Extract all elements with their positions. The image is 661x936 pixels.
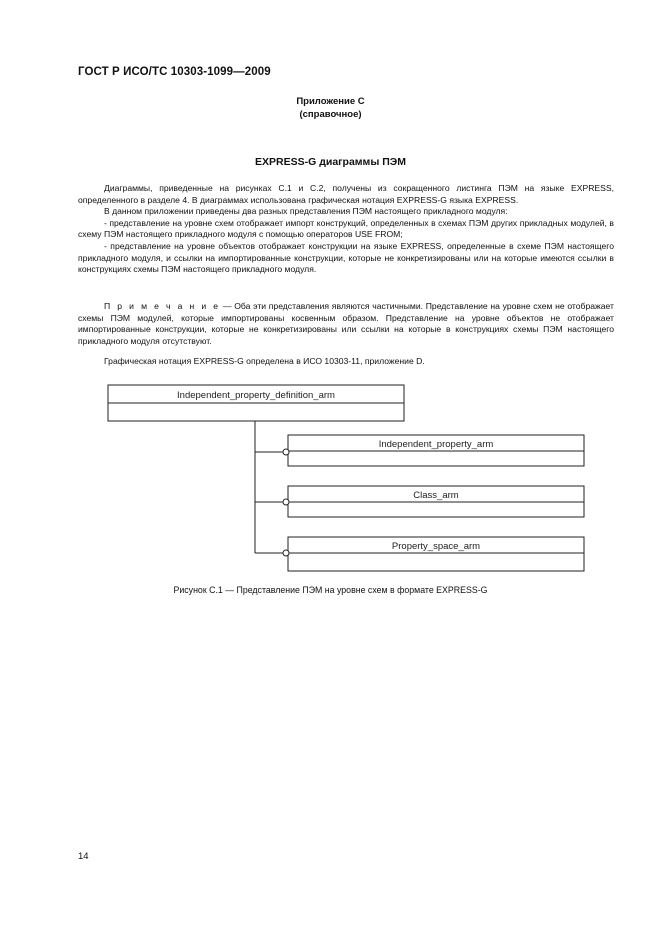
paragraph-2: В данном приложении приведены два разных представления ПЭМ настоящего прикладного модуля: — [104, 206, 508, 217]
page-number: 14 — [78, 851, 89, 862]
schema-label-3: Property_space_arm — [391, 541, 481, 552]
figure-caption: Рисунок С.1 — Представление ПЭМ на уровне схем в формате EXPRESS-G — [173, 585, 488, 595]
annex-title: Приложение С — [296, 96, 365, 107]
paragraph-1: Диаграммы, приведенные на рисунках С.1 и С.2, получены из сокращенного листинга ПЭМ на языке EXPRESS, определенного в разделе 4. В диаграммах использована графическая нотация EXPRESS-G языка EXPRESS. — [78, 183, 614, 205]
note-text: — Оба эти представления являются частичными. Представление на уровне схем не отображает схемы ПЭМ модулей, которые импортированы косвенным образом. Представление на уровне объектов не отображает импортированные конструкции, которые не конкретизированы или ссылки на которые в конструкциях схемы ПЭМ настоящего прикладного модуля отсутствуют. — [78, 301, 614, 346]
schema-box-2 — [283, 486, 584, 517]
note-label: П р и м е ч а н и е — [104, 301, 221, 311]
import-circle-icon — [283, 499, 289, 505]
paragraph-4: - представление на уровне объектов отображает конструкции на языке EXPRESS, определенные в схеме ПЭМ настоящего прикладного модуля, и ссылки на импортированные конструкции, которые не конкретизированы или на которые имеются ссылки в конструкциях схемы ПЭМ настоящего прикладного модуля. — [78, 240, 614, 275]
connector-lines — [255, 421, 284, 553]
schema-box-1 — [283, 435, 584, 466]
main-schema-label: Independent_property_definition_arm — [177, 390, 335, 401]
main-schema-box — [108, 385, 404, 421]
paragraph-5: Графическая нотация EXPRESS-G определена в ИСО 10303-11, приложение D. — [104, 356, 425, 366]
import-circle-icon — [283, 550, 289, 556]
schema-box-3 — [283, 537, 584, 571]
schema-label-2: Class_arm — [413, 490, 459, 501]
paragraph-3: - представление на уровне схем отображает импорт конструкций, определенных в схемах ПЭМ других прикладных модулей, в схему ПЭМ настоящего прикладного модуля с помощью операторов USE FROM; — [78, 217, 614, 240]
annex-subtitle: (справочное) — [299, 109, 362, 120]
section-title: EXPRESS-G диаграммы ПЭМ — [255, 156, 406, 168]
import-circle-icon — [283, 449, 289, 455]
schema-label-1: Independent_property_arm — [378, 439, 494, 450]
document-header: ГОСТ Р ИСО/ТС 10303-1099—2009 — [78, 66, 271, 78]
